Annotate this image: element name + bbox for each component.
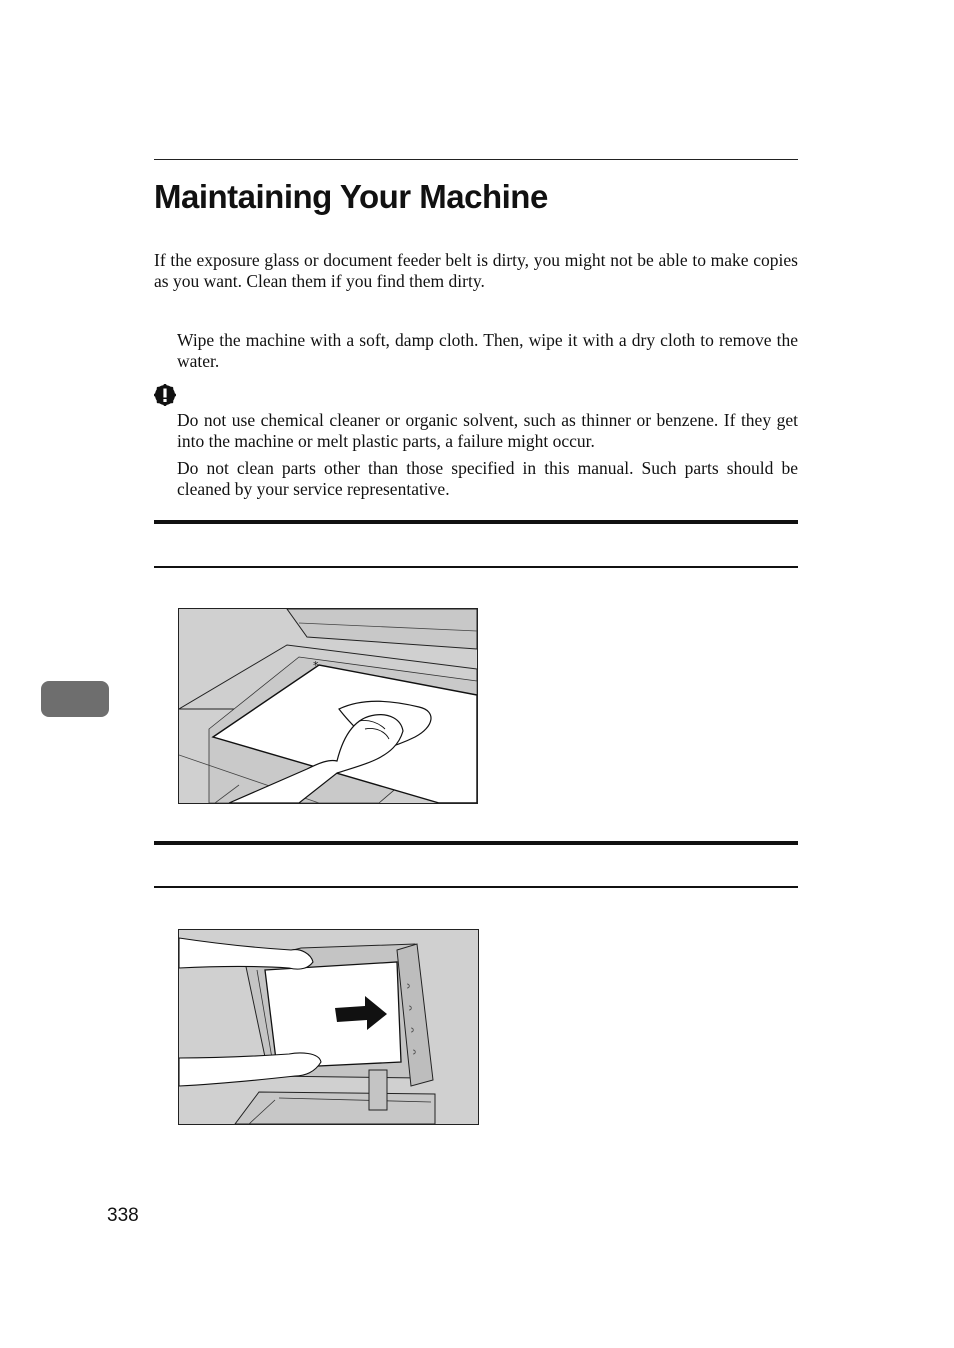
intro-paragraph: If the exposure glass or document feeder belt is dirty, you might not be able to make copies as you want. Clean them if you find them dirty. — [154, 250, 798, 291]
svg-text:*: * — [313, 659, 319, 672]
page-title: Maintaining Your Machine — [154, 178, 548, 215]
important-item-2: Do not clean parts other than those specified in this manual. Such parts should be cleaned by your service representative. — [177, 458, 798, 499]
cleaning-glass-drawing — [179, 609, 477, 803]
section-rule-top-2 — [154, 841, 798, 845]
illustration-placing-paper-on-glass — [178, 929, 479, 1125]
section-rule-bottom-1 — [154, 566, 798, 568]
placing-paper-drawing — [179, 930, 478, 1124]
header-rule — [154, 159, 798, 160]
important-item-1: Do not use chemical cleaner or organic solvent, such as thinner or benzene. If they get into the machine or melt plastic parts, a failure might occur. — [177, 410, 798, 451]
illustration-cleaning-exposure-glass — [178, 608, 478, 804]
page-number: 338 — [107, 1205, 139, 1226]
section-rule-bottom-2 — [154, 886, 798, 888]
chapter-tab — [41, 681, 109, 717]
important-icon — [154, 384, 176, 406]
instruction-paragraph: Wipe the machine with a soft, damp cloth. Then, wipe it with a dry cloth to remove the water. — [177, 330, 798, 371]
section-rule-top-1 — [154, 520, 798, 524]
